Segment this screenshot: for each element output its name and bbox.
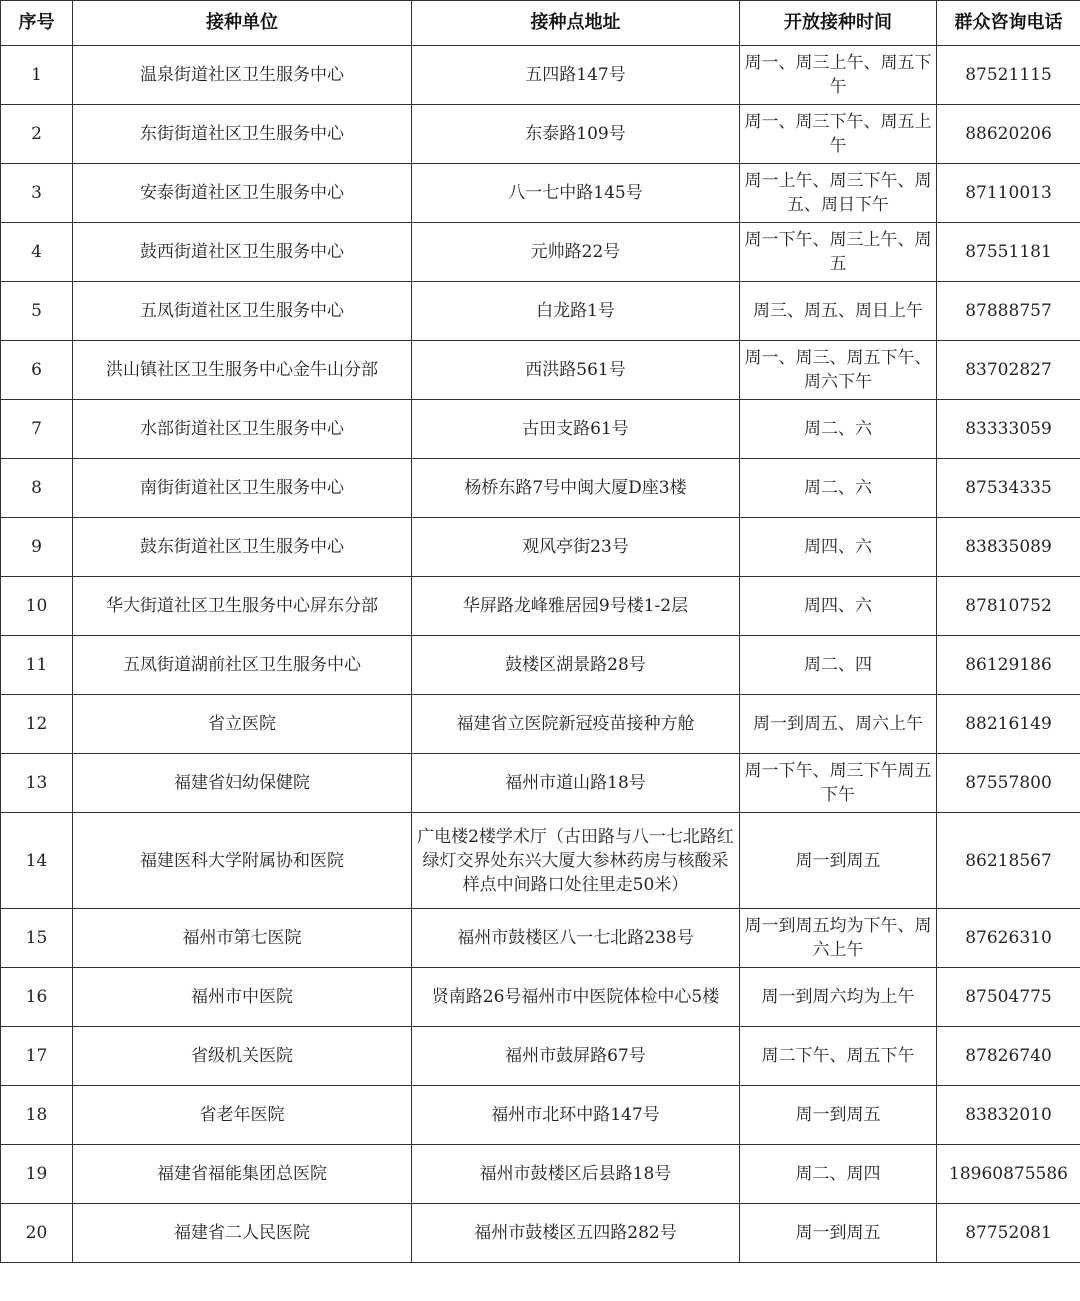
- table-row: [1, 636, 1080, 695]
- row-no: 11: [1, 636, 73, 695]
- row-time: 周一、周三、周五下午、周六下午: [740, 341, 937, 400]
- row-no: 14: [1, 813, 73, 909]
- table-row: [1, 1204, 1080, 1263]
- row-no: 18: [1, 1086, 73, 1145]
- row-unit: 鼓东街道社区卫生服务中心: [73, 518, 412, 577]
- row-no: 5: [1, 282, 73, 341]
- row-address: 福州市道山路18号: [412, 754, 740, 813]
- row-address: 福州市鼓楼区后县路18号: [412, 1145, 740, 1204]
- row-phone: 87557800: [937, 754, 1080, 813]
- row-unit: 福建省福能集团总医院: [73, 1145, 412, 1204]
- row-phone: 87810752: [937, 577, 1080, 636]
- row-address: 观风亭街23号: [412, 518, 740, 577]
- row-phone: 83333059: [937, 400, 1080, 459]
- table-row: [1, 695, 1080, 754]
- row-phone: 86129186: [937, 636, 1080, 695]
- row-phone: 87551181: [937, 223, 1080, 282]
- row-time: 周一到周五: [740, 1204, 937, 1263]
- header-unit: 接种单位: [73, 1, 412, 46]
- row-unit: 温泉街道社区卫生服务中心: [73, 46, 412, 105]
- table-row: [1, 577, 1080, 636]
- row-time: 周一到周五均为下午、周六上午: [740, 909, 937, 968]
- row-address: 贤南路26号福州市中医院体检中心5楼: [412, 968, 740, 1027]
- row-phone: 88216149: [937, 695, 1080, 754]
- header-phone: 群众咨询电话: [937, 1, 1080, 46]
- row-time: 周二、六: [740, 459, 937, 518]
- table-row: [1, 164, 1080, 223]
- table-row: [1, 1145, 1080, 1204]
- row-unit: 南街街道社区卫生服务中心: [73, 459, 412, 518]
- row-time: 周二、六: [740, 400, 937, 459]
- row-unit: 洪山镇社区卫生服务中心金牛山分部: [73, 341, 412, 400]
- row-unit: 省级机关医院: [73, 1027, 412, 1086]
- row-time: 周一到周六均为上午: [740, 968, 937, 1027]
- header-time: 开放接种时间: [740, 1, 937, 46]
- row-phone: 87110013: [937, 164, 1080, 223]
- row-time: 周一、周三下午、周五上午: [740, 105, 937, 164]
- row-address: 广电楼2楼学术厅（古田路与八一七北路红绿灯交界处东兴大厦大参林药房与核酸采样点中间路口处往里走50米）: [412, 813, 740, 909]
- row-unit: 华大街道社区卫生服务中心屏东分部: [73, 577, 412, 636]
- row-address: 福州市北环中路147号: [412, 1086, 740, 1145]
- row-phone: 87752081: [937, 1204, 1080, 1263]
- table-row: [1, 518, 1080, 577]
- row-time: 周一下午、周三上午、周五: [740, 223, 937, 282]
- row-unit: 福建省二人民医院: [73, 1204, 412, 1263]
- row-address: 西洪路561号: [412, 341, 740, 400]
- row-time: 周二、周四: [740, 1145, 937, 1204]
- table-row: [1, 400, 1080, 459]
- table-row: [1, 909, 1080, 968]
- row-address: 八一七中路145号: [412, 164, 740, 223]
- row-phone: 18960875586: [937, 1145, 1080, 1204]
- row-no: 12: [1, 695, 73, 754]
- row-address: 福州市鼓楼区五四路282号: [412, 1204, 740, 1263]
- table-row: [1, 968, 1080, 1027]
- row-unit: 东街街道社区卫生服务中心: [73, 105, 412, 164]
- row-phone: 86218567: [937, 813, 1080, 909]
- row-no: 7: [1, 400, 73, 459]
- row-address: 福州市鼓楼区八一七北路238号: [412, 909, 740, 968]
- row-phone: 88620206: [937, 105, 1080, 164]
- row-time: 周四、六: [740, 518, 937, 577]
- row-no: 8: [1, 459, 73, 518]
- table-row: [1, 282, 1080, 341]
- row-unit: 五凤街道湖前社区卫生服务中心: [73, 636, 412, 695]
- header-address: 接种点地址: [412, 1, 740, 46]
- row-no: 15: [1, 909, 73, 968]
- row-time: 周一下午、周三下午周五下午: [740, 754, 937, 813]
- table-row: [1, 46, 1080, 105]
- row-no: 17: [1, 1027, 73, 1086]
- row-address: 古田支路61号: [412, 400, 740, 459]
- row-time: 周二、四: [740, 636, 937, 695]
- row-no: 6: [1, 341, 73, 400]
- row-phone: 87504775: [937, 968, 1080, 1027]
- row-address: 福建省立医院新冠疫苗接种方舱: [412, 695, 740, 754]
- table-row: [1, 813, 1080, 909]
- row-phone: 87521115: [937, 46, 1080, 105]
- row-phone: 87888757: [937, 282, 1080, 341]
- row-address: 东泰路109号: [412, 105, 740, 164]
- row-unit: 省立医院: [73, 695, 412, 754]
- row-phone: 87626310: [937, 909, 1080, 968]
- row-time: 周一上午、周三下午、周五、周日下午: [740, 164, 937, 223]
- table-header-row: [1, 1, 1080, 46]
- table-row: [1, 459, 1080, 518]
- row-time: 周一、周三上午、周五下午: [740, 46, 937, 105]
- row-address: 杨桥东路7号中闽大厦D座3楼: [412, 459, 740, 518]
- row-unit: 鼓西街道社区卫生服务中心: [73, 223, 412, 282]
- row-no: 16: [1, 968, 73, 1027]
- row-no: 4: [1, 223, 73, 282]
- row-address: 五四路147号: [412, 46, 740, 105]
- row-time: 周四、六: [740, 577, 937, 636]
- row-no: 19: [1, 1145, 73, 1204]
- row-phone: 83702827: [937, 341, 1080, 400]
- row-unit: 福州市第七医院: [73, 909, 412, 968]
- table-row: [1, 223, 1080, 282]
- row-unit: 五凤街道社区卫生服务中心: [73, 282, 412, 341]
- header-no: 序号: [1, 1, 73, 46]
- row-time: 周一到周五: [740, 1086, 937, 1145]
- row-no: 1: [1, 46, 73, 105]
- row-phone: 87534335: [937, 459, 1080, 518]
- row-no: 20: [1, 1204, 73, 1263]
- row-address: 福州市鼓屏路67号: [412, 1027, 740, 1086]
- row-time: 周三、周五、周日上午: [740, 282, 937, 341]
- row-time: 周一到周五、周六上午: [740, 695, 937, 754]
- row-time: 周二下午、周五下午: [740, 1027, 937, 1086]
- table-row: [1, 341, 1080, 400]
- row-no: 2: [1, 105, 73, 164]
- row-address: 华屏路龙峰雅居园9号楼1-2层: [412, 577, 740, 636]
- row-phone: 87826740: [937, 1027, 1080, 1086]
- row-phone: 83832010: [937, 1086, 1080, 1145]
- table-row: [1, 1027, 1080, 1086]
- table-row: [1, 105, 1080, 164]
- row-address: 白龙路1号: [412, 282, 740, 341]
- row-unit: 安泰街道社区卫生服务中心: [73, 164, 412, 223]
- row-time: 周一到周五: [740, 813, 937, 909]
- row-no: 13: [1, 754, 73, 813]
- row-unit: 福州市中医院: [73, 968, 412, 1027]
- row-address: 鼓楼区湖景路28号: [412, 636, 740, 695]
- row-unit: 福建省妇幼保健院: [73, 754, 412, 813]
- row-address: 元帅路22号: [412, 223, 740, 282]
- table-row: [1, 1086, 1080, 1145]
- row-unit: 水部街道社区卫生服务中心: [73, 400, 412, 459]
- row-phone: 83835089: [937, 518, 1080, 577]
- row-unit: 省老年医院: [73, 1086, 412, 1145]
- row-no: 9: [1, 518, 73, 577]
- row-no: 3: [1, 164, 73, 223]
- row-unit: 福建医科大学附属协和医院: [73, 813, 412, 909]
- table-row: [1, 754, 1080, 813]
- row-no: 10: [1, 577, 73, 636]
